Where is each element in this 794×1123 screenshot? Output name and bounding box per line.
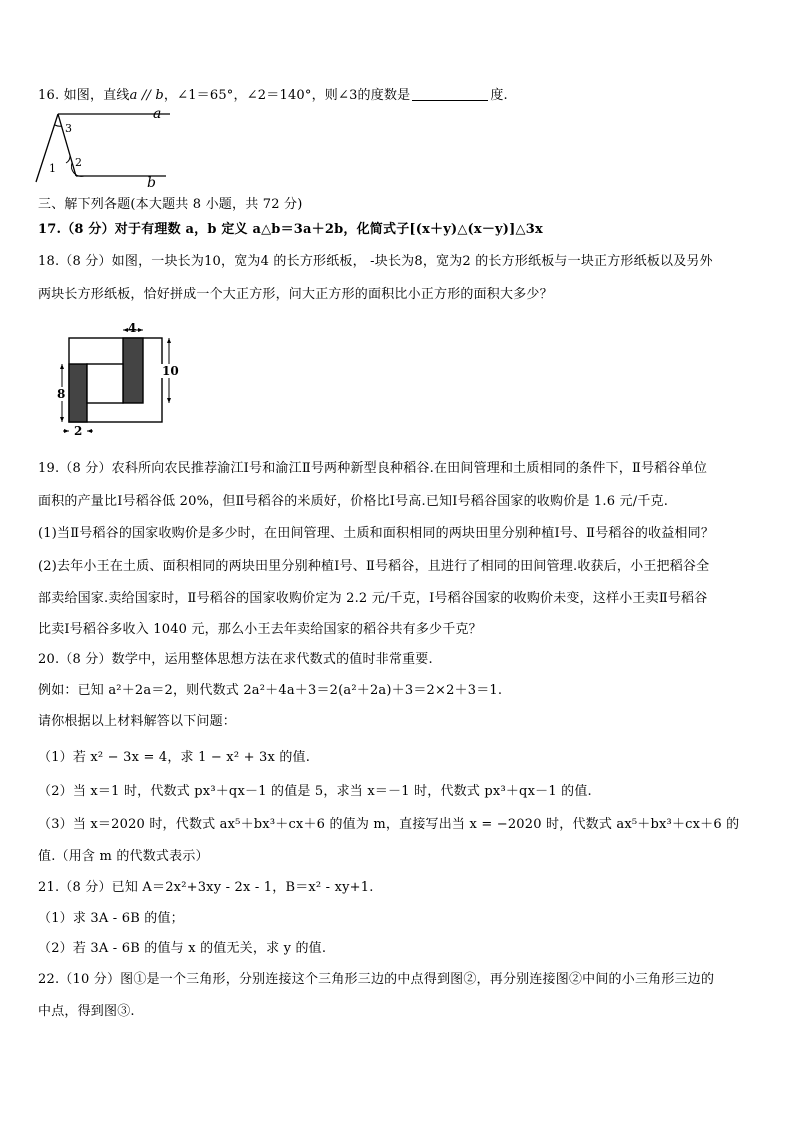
q18-line-2: 两块长方形纸板，恰好拼成一个大正方形，问大正方形的面积比小正方形的面积大多少？	[38, 287, 553, 302]
dim-8-arrow-bottom	[60, 417, 64, 422]
q16-text	[38, 84, 508, 103]
label-8: 8	[57, 387, 66, 401]
rect-8x2	[69, 364, 87, 422]
q21-line-1: 21.（8 分）已知 A＝2x²+3xy - 2x - 1，B＝x² - xy+1.	[38, 880, 374, 895]
q19-line-6: 比卖Ⅰ号稻谷多收入 1040 元，那么小王去年卖给国家的稻谷共有多少千克？	[38, 622, 482, 637]
q18-figure	[55, 320, 185, 438]
q16-middle: ，∠1＝65°，∠2＝140°，则∠3的度数是	[163, 88, 411, 103]
section-3-header: 三、解下列各题(本大题共 8 小题，共 72 分)	[38, 197, 303, 212]
q19-line-5: 部卖给国家.卖给国家时，Ⅱ号稻谷的国家收购价定为 2.2 元/千克，Ⅰ号稻谷国家的收购价未变，这样小王卖Ⅱ号稻谷	[38, 591, 708, 606]
q19-line-2: 面积的产量比Ⅰ号稻谷低 20%，但Ⅱ号稻谷的米质好，价格比Ⅰ号高.已知Ⅰ号稻谷国家的收购价是 1.6 元/千克.	[38, 494, 669, 509]
answer-blank[interactable]	[412, 87, 488, 101]
label-2: 2	[74, 424, 83, 438]
q17-text: 17.（8 分）对于有理数 a，b 定义 a△b＝3a＋2b，化简式子[(x＋y)△(x－y)]△3x	[38, 222, 543, 237]
q16-figure	[32, 103, 182, 189]
q19-line-3: (1)当Ⅱ号稻谷的国家收购价是多少时，在田间管理、土质和面积相同的两块田里分别种植Ⅰ号、Ⅱ号稻谷的收益相同？	[38, 526, 715, 541]
dim-10-arrow-bottom	[167, 398, 171, 403]
label-a: a	[153, 106, 162, 122]
q18-line-1: 18.（8 分）如图，一块长为10，宽为4 的长方形纸板， -块长为8，宽为2 的长方形纸板与一块正方形纸板以及另外	[38, 254, 713, 269]
angle-1-arc	[66, 156, 70, 163]
q22-line-1: 22.（10 分）图①是一个三角形，分别连接这个三角形三边的中点得到图②，再分别连接图②中间的小三角形三边的	[38, 972, 715, 987]
q20-line-5: （2）当 x＝1 时，代数式 px³＋qx－1 的值是 5，求当 x＝－1 时，代数式 px³＋qx－1 的值.	[38, 784, 592, 799]
dim-10-arrow-top	[167, 338, 171, 343]
dim-2-arrow-left	[64, 429, 69, 433]
label-4: 4	[128, 321, 137, 335]
q16-suffix: 度.	[490, 88, 508, 103]
q16-prefix: 16. 如图，直线	[38, 88, 130, 103]
q20-line-7: 值.（用含 m 的代数式表示）	[38, 849, 209, 864]
label-3: 3	[65, 122, 72, 135]
q20-line-3: 请你根据以上材料解答以下问题：	[38, 714, 237, 729]
q21-line-2: （1）求 3A - 6B 的值；	[38, 911, 184, 926]
label-b: b	[147, 175, 156, 189]
rect-10x4	[123, 338, 143, 403]
q20-line-2: 例如：已知 a²＋2a＝2，则代数式 2a²＋4a＋3＝2(a²＋2a)＋3＝2×2＋3＝1.	[38, 683, 503, 698]
q16-parallel: a // b	[129, 88, 164, 103]
q22-line-2: 中点，得到图③.	[38, 1004, 135, 1019]
dim-2-arrow-right	[87, 429, 92, 433]
q19-line-4: (2)去年小王在土质、面积相同的两块田里分别种植Ⅰ号、Ⅱ号稻谷，且进行了相同的田间管理.收获后，小王把稻谷全	[38, 559, 710, 574]
label-10: 10	[162, 364, 179, 378]
dim-4-arrow-right	[138, 328, 143, 332]
q20-line-6: （3）当 x＝2020 时，代数式 ax⁵＋bx³＋cx＋6 的值为 m，直接写出当 x = −2020 时，代数式 ax⁵＋bx³＋cx＋6 的	[38, 817, 740, 832]
dim-8-arrow-top	[60, 364, 64, 369]
q20-line-1: 20.（8 分）数学中，运用整体思想方法在求代数式的值时非常重要.	[38, 652, 433, 667]
q19-line-1: 19.（8 分）农科所向农民推荐渝江Ⅰ号和渝江Ⅱ号两种新型良种稻谷.在田间管理和土质相同的条件下，Ⅱ号稻谷单位	[38, 461, 708, 476]
small-square	[87, 364, 123, 403]
q21-line-3: （2）若 3A - 6B 的值与 x 的值无关，求 y 的值.	[38, 941, 327, 956]
label-1: 1	[49, 162, 56, 175]
q20-line-4: （1）若 x² − 3x = 4，求 1 − x² + 3x 的值.	[38, 750, 311, 765]
label-2: 2	[75, 156, 82, 169]
